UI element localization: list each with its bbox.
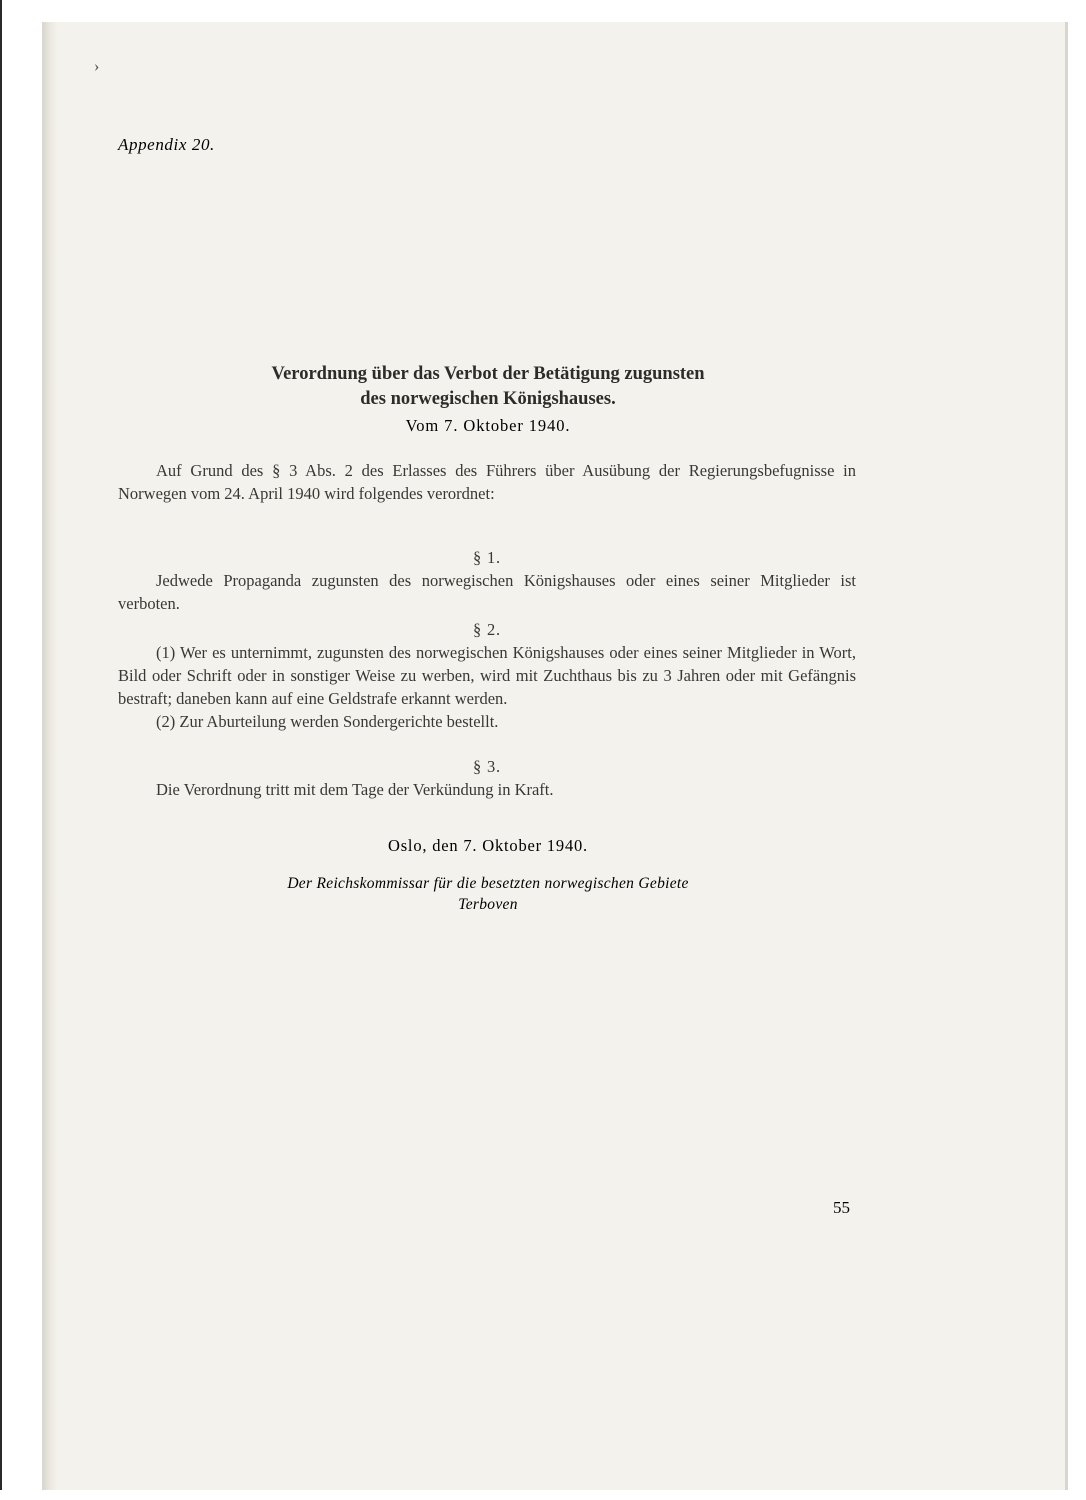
- binding-shadow: [42, 22, 58, 1490]
- page-number: 55: [833, 1198, 850, 1217]
- left-page-edge: [0, 0, 2, 1500]
- section-2-paragraph-2: (2) Zur Aburteilung werden Sondergerichte bestellt.: [156, 712, 499, 731]
- place-and-date: Oslo, den 7. Oktober 1940.: [388, 836, 588, 855]
- signature-title: Der Reichskommissar für die besetzten norwegischen Gebiete: [287, 875, 689, 892]
- section-3: [118, 755, 856, 801]
- intro-block: [118, 459, 856, 505]
- decree-date: Vom 7. Oktober 1940.: [405, 416, 571, 435]
- signature-block: [118, 873, 858, 915]
- appendix-label: Appendix 20.: [118, 135, 215, 154]
- paper-blemish-mark: ›: [94, 58, 100, 75]
- title-line-2: des norwegischen Königshauses.: [360, 389, 616, 409]
- right-page-edge: [1065, 22, 1068, 1490]
- bottom-margin: [0, 1490, 1086, 1500]
- decree-title: [118, 362, 858, 436]
- section-3-heading: § 3.: [473, 757, 501, 776]
- section-3-paragraph: Die Verordnung tritt mit dem Tage der Verkündung in Kraft.: [156, 780, 554, 799]
- title-line-1: Verordnung über das Verbot der Betätigung zugunsten: [271, 364, 705, 384]
- section-1-paragraph: Jedwede Propaganda zugunsten des norwegischen Königshauses oder eines seiner Mitglieder ist verboten.: [118, 571, 856, 613]
- section-2-paragraph-1: (1) Wer es unternimmt, zugunsten des norwegischen Königshauses oder eines seiner Mitglieder in Wort, Bild oder Schrift oder in sonstiger Weise zu werben, wird mit Zuchthaus bis zu 3 Jahren oder mit Gefängnis bestraft; daneben kann auf eine Geldstrafe erkannt werden.: [118, 643, 856, 708]
- signature-name: Terboven: [458, 896, 518, 913]
- section-2-heading: § 2.: [473, 620, 501, 639]
- section-1: [118, 546, 856, 615]
- intro-paragraph: Auf Grund des § 3 Abs. 2 des Erlasses des Führers über Ausübung der Regierungsbefugnisse in Norwegen vom 24. April 1940 wird folgendes verordnet:: [118, 461, 856, 503]
- section-2: [118, 618, 856, 733]
- section-1-heading: § 1.: [473, 548, 501, 567]
